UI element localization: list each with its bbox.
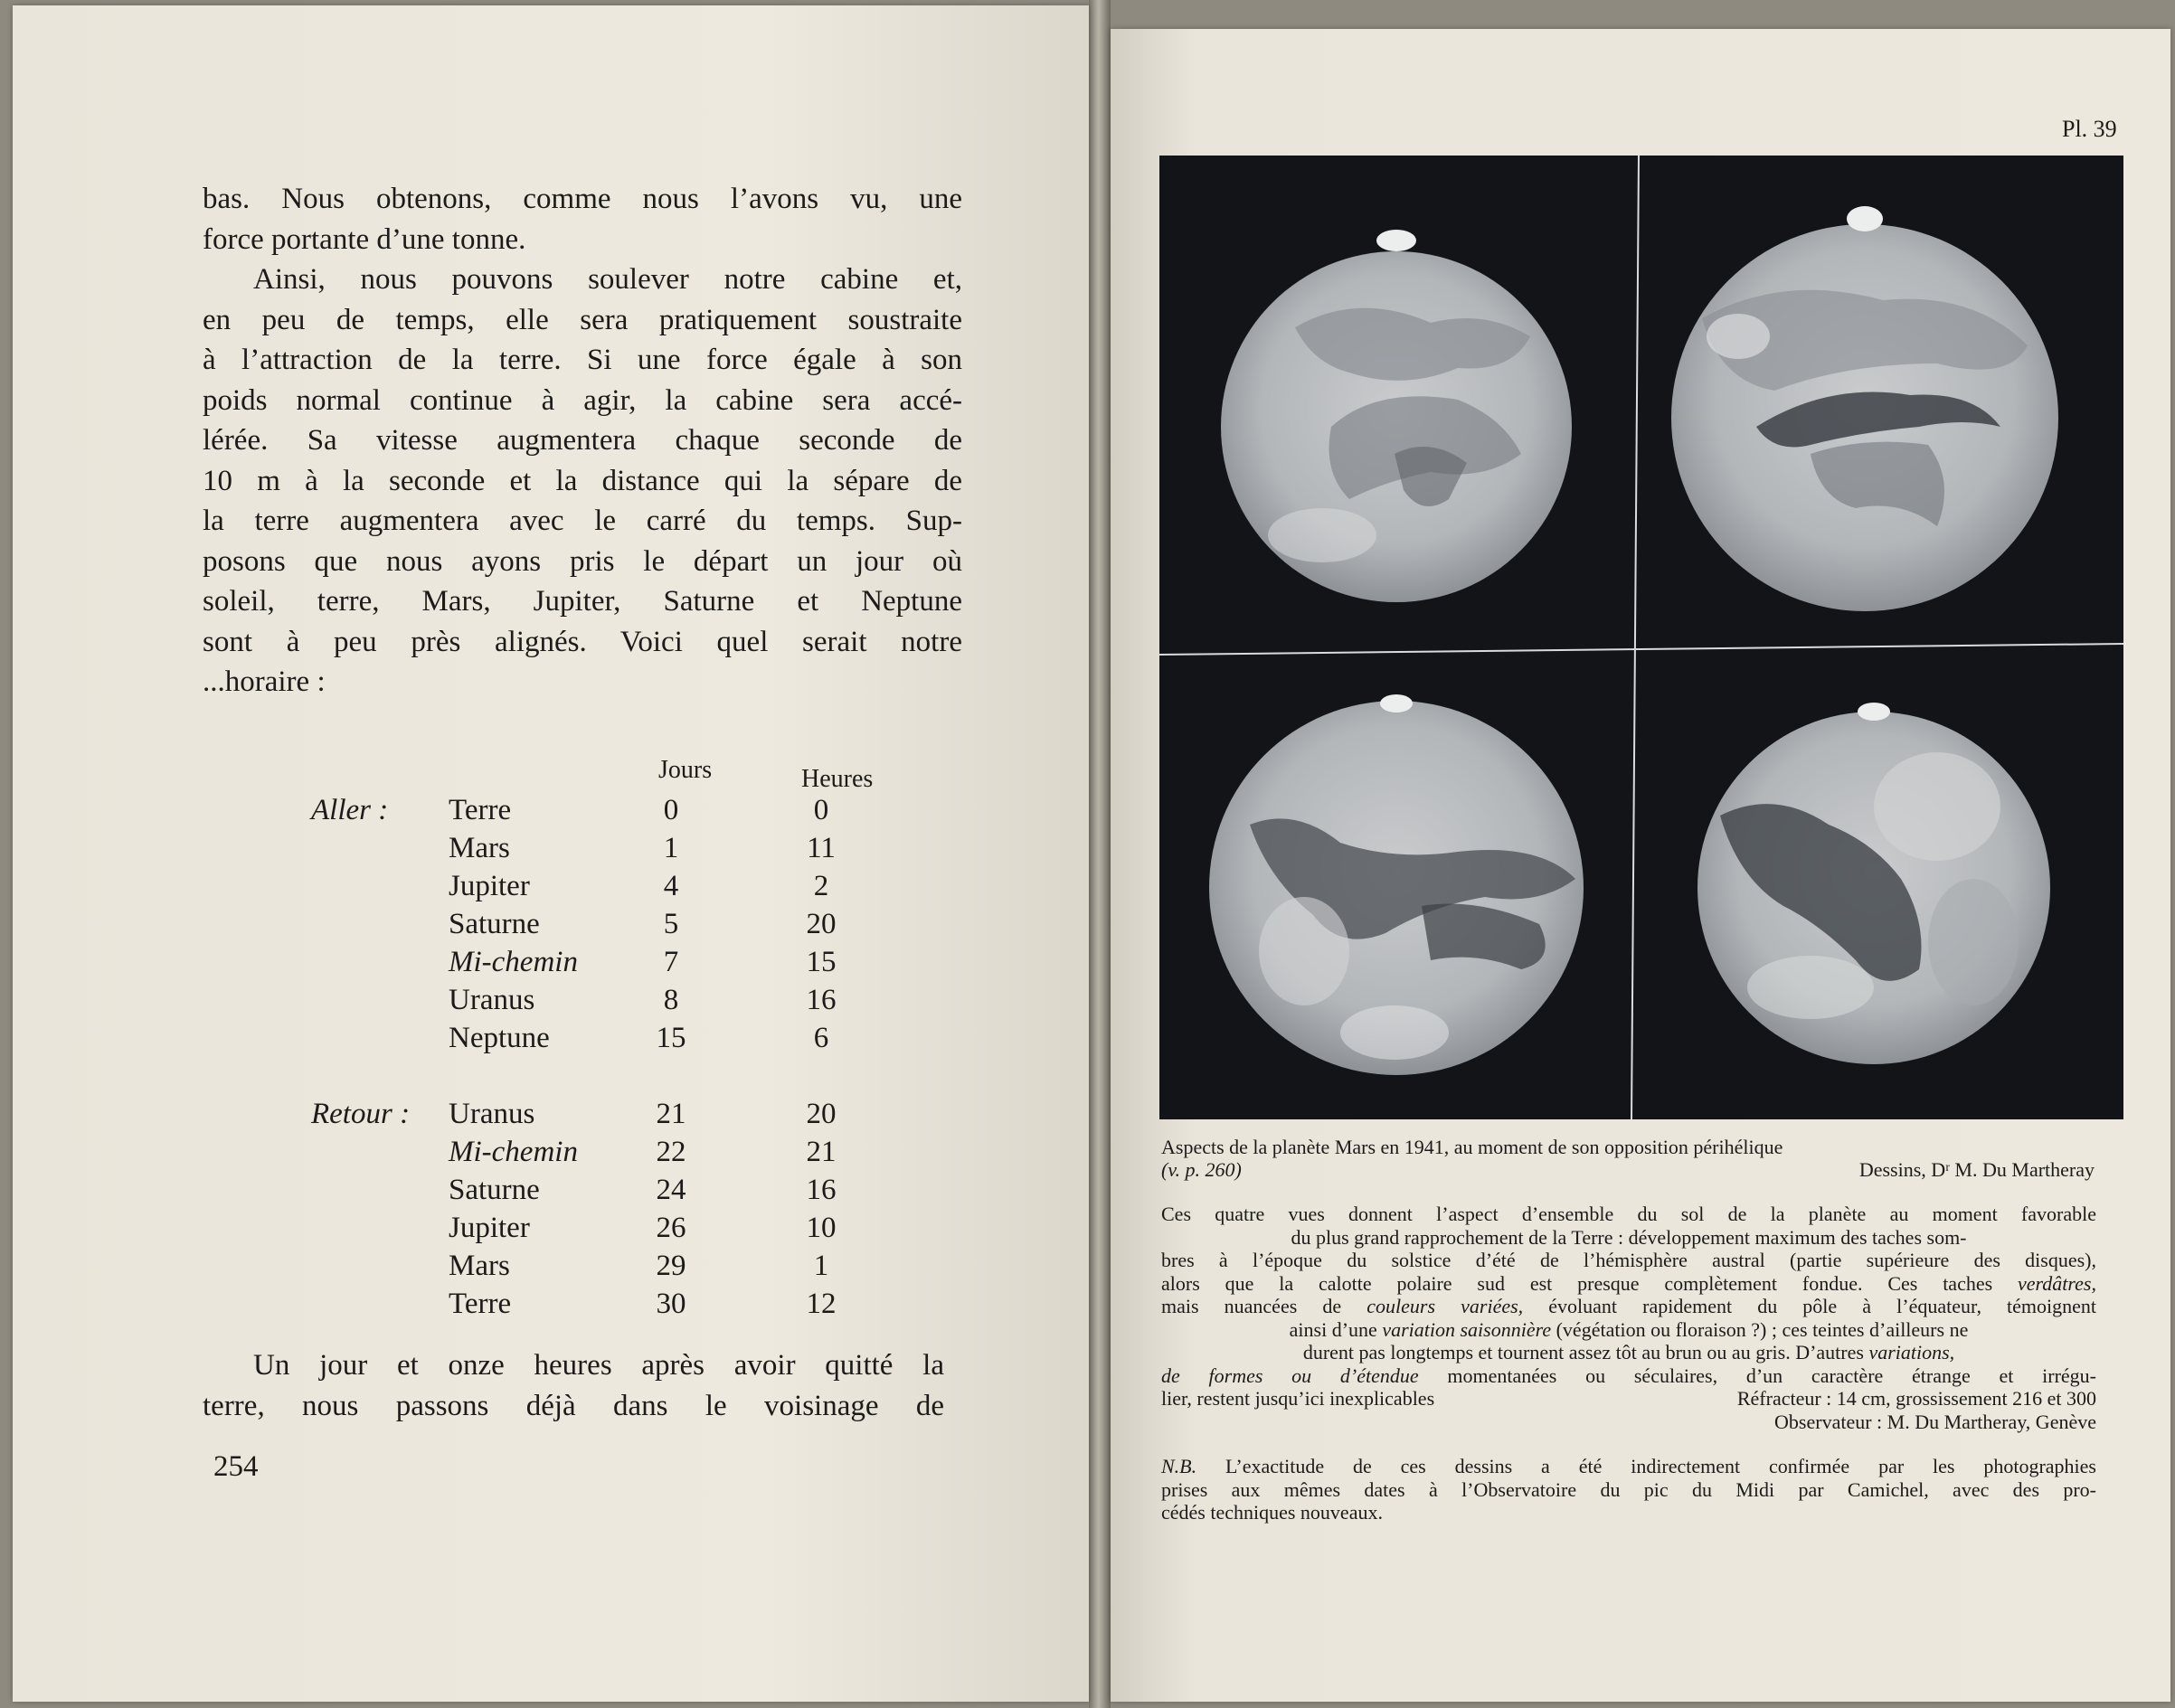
timetable-row	[210, 832, 933, 870]
text-line: terre, nous passons déjà dans le voisinage de	[203, 1389, 944, 1422]
timetable-hours: 20	[806, 1098, 837, 1130]
aller-label: Aller :	[311, 794, 389, 826]
mars-disc-3	[1209, 694, 1584, 1075]
text-line: la terre augmentera avec le carré du temps. Sup-	[203, 505, 962, 537]
refractor-info: Réfracteur : 14 cm, grossissement 216 et 300	[1736, 1387, 2096, 1410]
timetable-hours: 21	[806, 1136, 837, 1168]
caption-meta	[1161, 1158, 2095, 1181]
description-text: durent pas longtemps et tournent assez tôt au brun ou au gris. D’autres	[1302, 1341, 1864, 1364]
timetable-destination: Terre	[449, 794, 512, 826]
timetable-days: 5	[663, 908, 679, 940]
mars-drawings-plate	[1159, 156, 2123, 1119]
text-line: poids normal continue à agir, la cabine sera accé-	[203, 383, 962, 417]
timetable-hours: 16	[806, 984, 837, 1016]
timetable-row	[210, 1098, 933, 1136]
text-line: soleil, terre, Mars, Jupiter, Saturne et Neptune	[203, 585, 962, 618]
description-emphasis: couleurs variées,	[1366, 1295, 1524, 1317]
nb-line: prises aux mêmes dates à l’Observatoire du pic du Midi par Camichel, avec des pro-	[1161, 1477, 2096, 1501]
description-emphasis: verdâtres,	[2018, 1271, 2096, 1295]
timetable-destination: Uranus	[449, 1098, 535, 1130]
timetable-days: 29	[656, 1250, 686, 1282]
text-line: en peu de temps, elle sera pratiquement soustraite	[203, 303, 962, 336]
timetable-row	[210, 1288, 933, 1326]
timetable-hours: 1	[813, 1250, 829, 1282]
timetable-destination: Saturne	[449, 908, 540, 940]
book-gutter	[1089, 0, 1111, 1708]
timetable-destination: Mi-chemin	[449, 946, 578, 978]
timetable-days: 7	[663, 946, 679, 978]
description-text: alors que la calotte polaire sud est presque complètement fondue. Ces taches	[1161, 1271, 1993, 1295]
text-line: lérée. Sa vitesse augmentera chaque seconde de	[203, 424, 962, 457]
timetable-days: 1	[663, 832, 679, 864]
timetable-days: 24	[656, 1174, 686, 1206]
body-text	[203, 179, 962, 703]
description-text: momentanées ou séculaires, d’un caractère étrange et irrégu-	[1447, 1364, 2096, 1387]
description-emphasis: variation saisonnière	[1382, 1317, 1552, 1341]
description-emphasis: variations,	[1868, 1341, 1955, 1364]
timetable-hours: 6	[813, 1022, 829, 1054]
plate-label: Pl. 39	[2062, 116, 2117, 142]
description-text: mais nuancées de	[1161, 1295, 1342, 1317]
text-line: ...horaire :	[203, 665, 326, 698]
timetable-destination: Neptune	[449, 1022, 550, 1054]
plate-illustration	[1159, 156, 2123, 1119]
timetable-days: 0	[663, 794, 679, 826]
text-line: bas. Nous obtenons, comme nous l’avons vu, une	[203, 183, 962, 215]
description-line	[1161, 1364, 2096, 1388]
paragraph-1	[203, 179, 962, 260]
timetable-hours: 15	[806, 946, 837, 978]
text-line: à l’attraction de la terre. Si une force égale à son	[203, 344, 962, 376]
timetable-hours: 16	[806, 1174, 837, 1206]
description-line	[1161, 1387, 2096, 1411]
timetable-hours: 2	[813, 870, 829, 902]
text-line: sont à peu près alignés. Voici quel serait notre	[203, 625, 962, 658]
plate-divider-horizontal	[1159, 644, 2123, 655]
timetable-destination: Uranus	[449, 984, 535, 1016]
mars-disc-4	[1697, 703, 2050, 1064]
description-line: du plus grand rapprochement de la Terre : développement maximum des taches som-	[1291, 1225, 1967, 1249]
description-text: évoluant rapidement du pôle à l’équateur, témoignent	[1548, 1295, 2097, 1317]
timetable-row	[210, 946, 933, 984]
nb-label: N.B.	[1161, 1455, 1197, 1477]
caption-reference: (v. p. 260)	[1161, 1158, 1242, 1181]
caption-title: Aspects de la planète Mars en 1941, au moment de son opposition périhélique	[1161, 1136, 1783, 1158]
timetable-destination: Mi-chemin	[449, 1136, 578, 1168]
timetable-days: 15	[656, 1022, 686, 1054]
timetable-destination: Mars	[449, 832, 510, 864]
observer-info: Observateur : M. Du Martheray, Genève	[1774, 1410, 2096, 1433]
description-line	[1161, 1318, 2096, 1342]
text-line: Ainsi, nous pouvons soulever notre cabine et,	[253, 263, 962, 296]
description-line: bres à l’époque du solstice d’été de l’hémisphère austral (partie supérieure des disques),	[1161, 1249, 2096, 1271]
timetable-row	[210, 794, 933, 832]
description-emphasis: de formes ou d’étendue	[1161, 1364, 1419, 1387]
timetable-hours: 0	[813, 794, 829, 826]
timetable-destination: Terre	[449, 1288, 512, 1320]
mars-disc-1	[1221, 230, 1572, 602]
paragraph-2	[203, 260, 962, 703]
timetable-row	[210, 1022, 933, 1060]
nb-text: L’exactitude de ces dessins a été indirectement confirmée par les photographies	[1225, 1455, 2096, 1477]
timetable-row	[210, 1250, 933, 1288]
timetable-days: 4	[663, 870, 679, 902]
description-line	[1161, 1272, 2096, 1296]
description-text: ainsi d’une	[1289, 1317, 1377, 1341]
nb-line	[1161, 1455, 2096, 1478]
plate-divider-vertical	[1631, 156, 1639, 1119]
description-line	[1161, 1341, 2096, 1364]
timetable-row	[210, 1212, 933, 1250]
column-header-hours: Heures	[801, 765, 874, 793]
nb-line: cédés techniques nouveaux.	[1161, 1501, 1383, 1524]
timetable-row	[210, 1174, 933, 1212]
page-number: 254	[213, 1450, 259, 1483]
plate-description	[1161, 1203, 2096, 1433]
timetable-days: 21	[656, 1098, 686, 1130]
timetable-days: 30	[656, 1288, 686, 1320]
timetable-days: 8	[663, 984, 679, 1016]
text-line: force portante d’une tonne.	[203, 222, 526, 256]
timetable-destination: Mars	[449, 1250, 510, 1282]
description-line	[1161, 1295, 2096, 1318]
timetable-destination: Saturne	[449, 1174, 540, 1206]
nota-bene	[1161, 1455, 2096, 1524]
text-line: 10 m à la seconde et la distance qui la sépare de	[203, 464, 962, 497]
column-header-days: Jours	[658, 756, 713, 784]
mars-disc-2	[1671, 206, 2058, 611]
caption-credit: Dessins, Dʳ M. Du Martheray	[1858, 1158, 2095, 1181]
retour-label: Retour :	[311, 1098, 411, 1130]
timetable-hours: 10	[806, 1212, 837, 1244]
timetable-row	[210, 908, 933, 946]
description-text: (végétation ou floraison ?) ; ces teintes d’ailleurs ne	[1556, 1317, 1969, 1341]
timetable-days: 22	[656, 1136, 686, 1168]
timetable-row	[210, 1136, 933, 1174]
text-line: posons que nous ayons pris le départ un jour où	[203, 544, 962, 578]
timetable-destination: Jupiter	[449, 1212, 530, 1244]
timetable-destination: Jupiter	[449, 870, 530, 902]
closing-paragraph	[203, 1345, 944, 1426]
plate-caption	[1161, 1136, 2095, 1181]
timetable-row	[210, 984, 933, 1022]
timetable-row	[210, 870, 933, 908]
timetable-hours: 12	[806, 1288, 837, 1320]
description-line: Ces quatre vues donnent l’aspect d’ensemble du sol de la planète au moment favorable	[1161, 1203, 2096, 1225]
timetable-hours: 20	[806, 908, 837, 940]
timetable-days: 26	[656, 1212, 686, 1244]
timetable-hours: 11	[807, 832, 836, 864]
description-text: lier, restent jusqu’ici inexplicables	[1161, 1387, 1435, 1410]
text-line: Un jour et onze heures après avoir quitté la	[253, 1349, 944, 1382]
